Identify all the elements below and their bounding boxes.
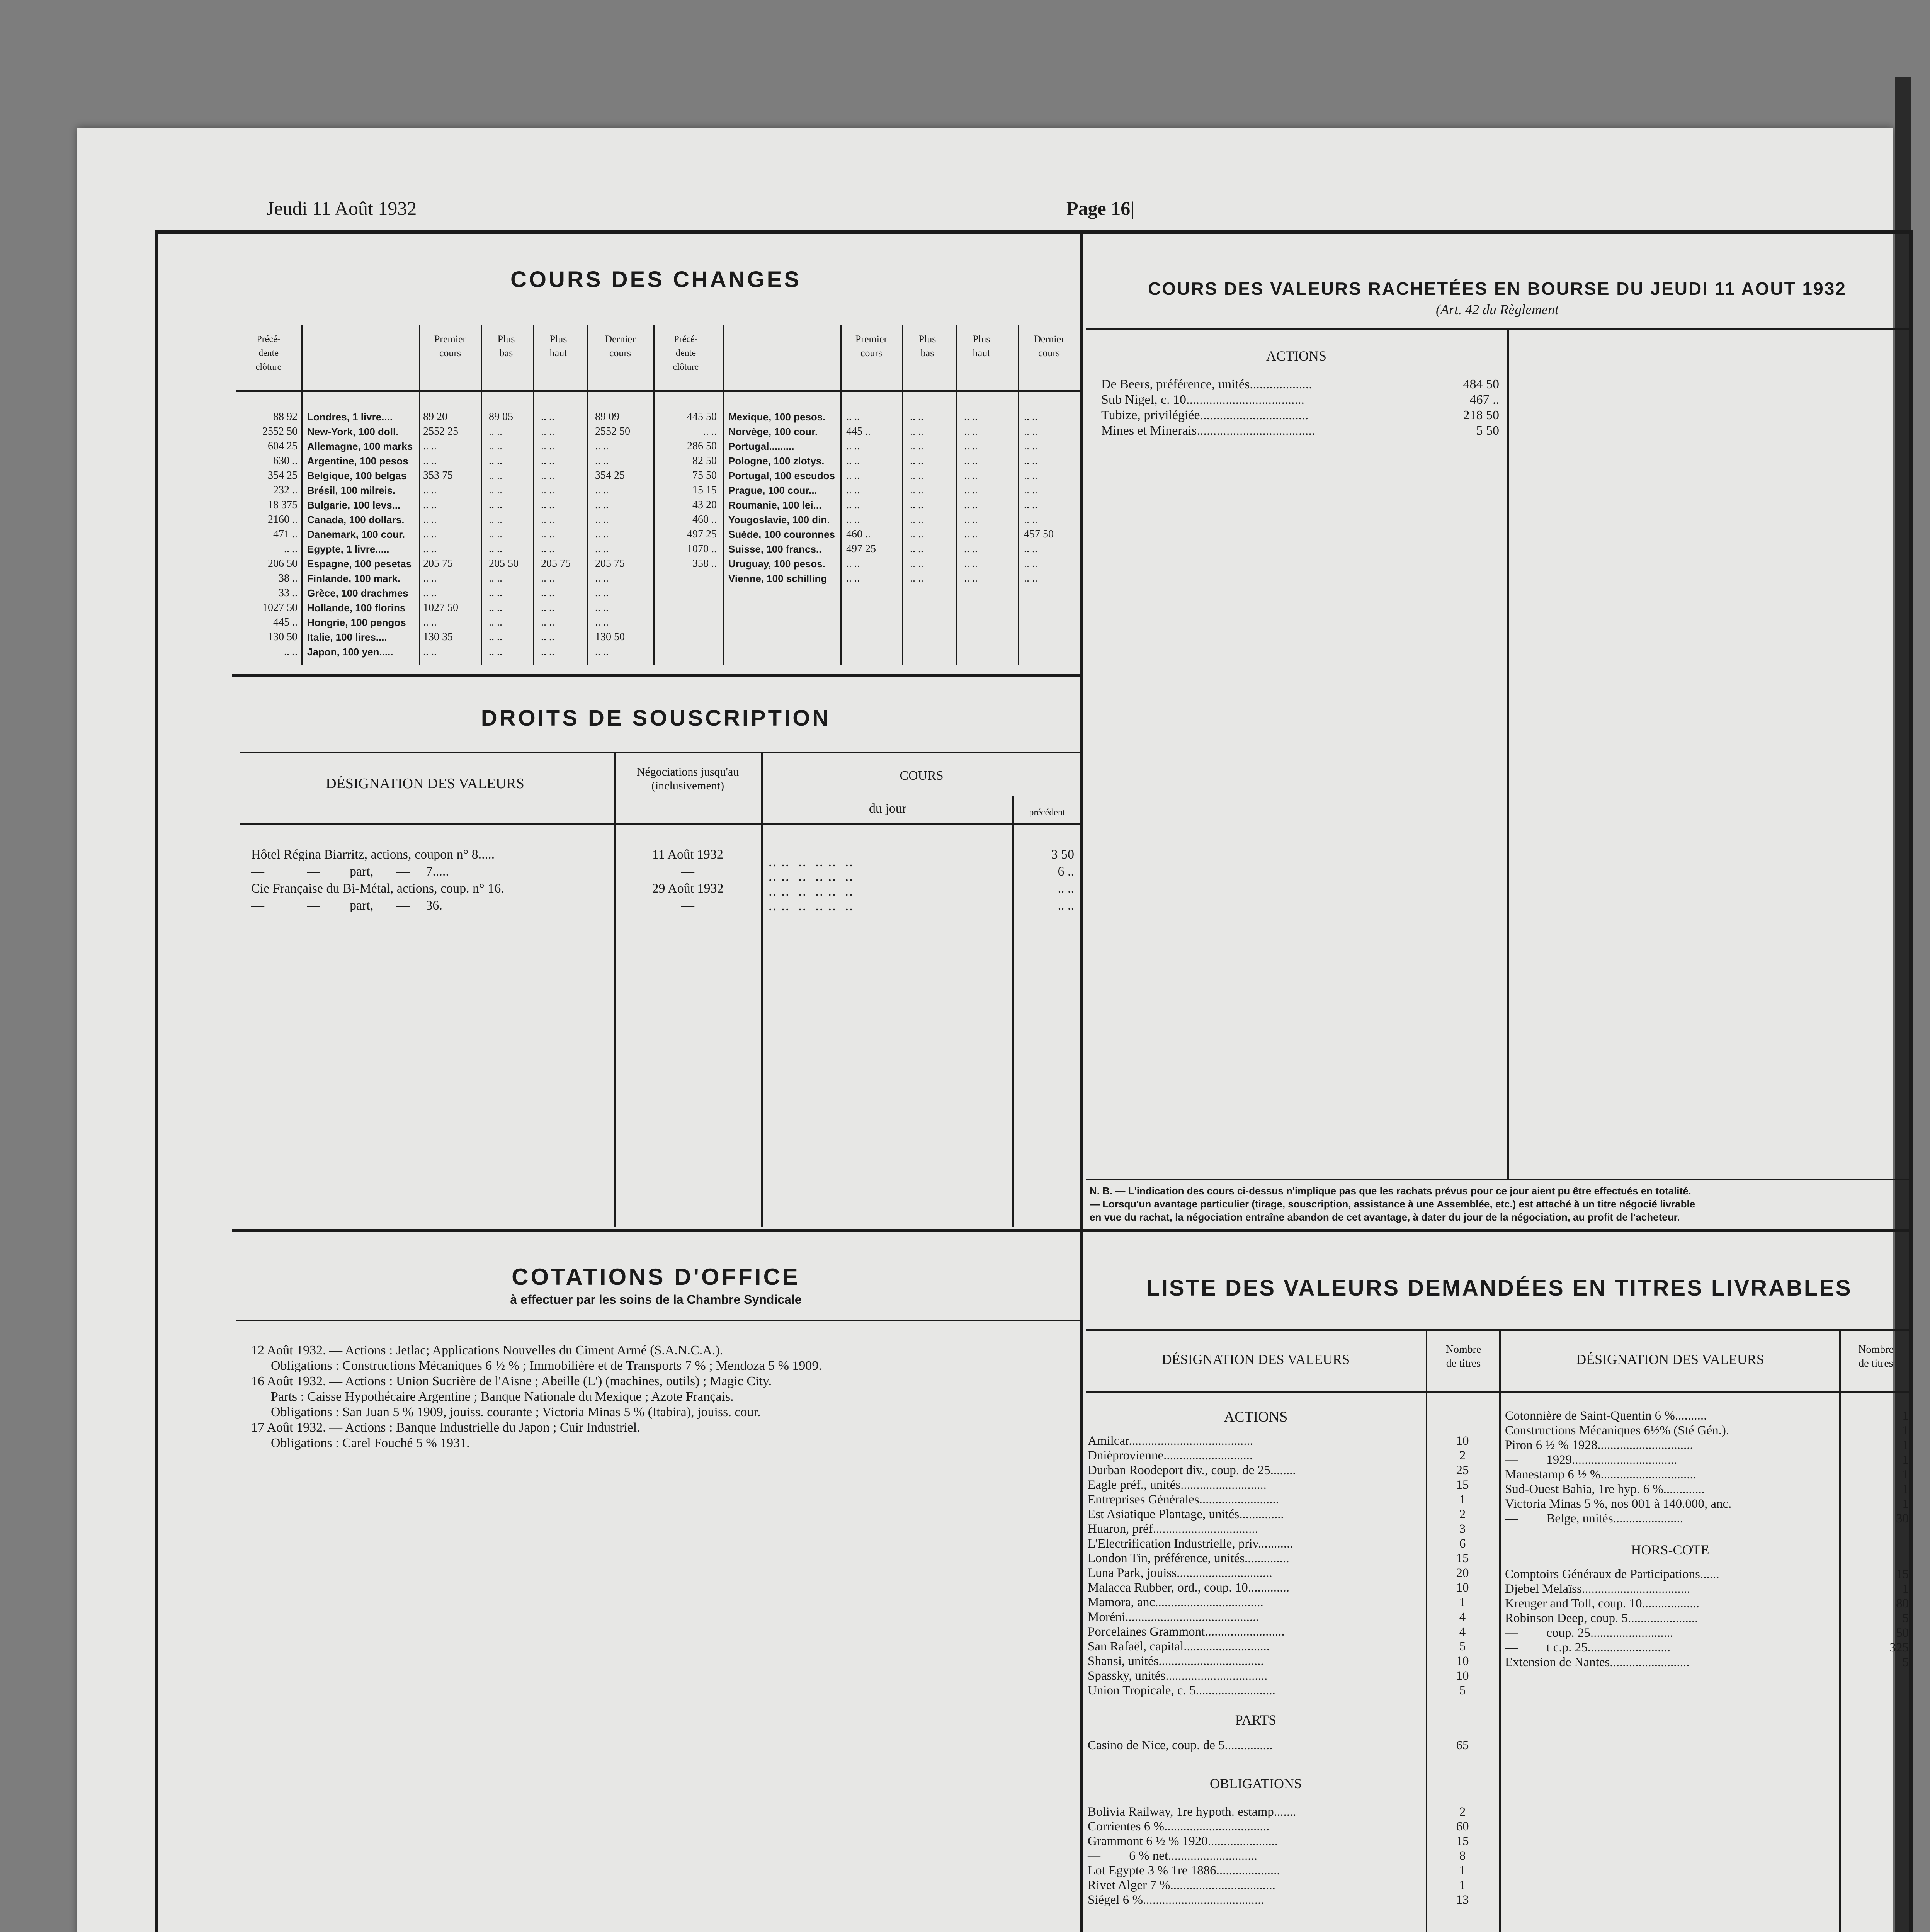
rachetees-names: De Beers, préférence, unités................... Sub Nigel, c. 10.................................... Tubize, privilégiée................................. Mines et Minerais.................................... xyxy=(1101,377,1315,438)
changes-right-plus-haut: .. .. .. .. .. .. .. .. .. .. .. .. .. .. .. .. .. .. .. .. .. .. .. .. xyxy=(964,411,978,584)
changes-left-plus-bas: 89 05 .. .. .. .. .. .. .. .. .. .. .. .. .. .. .. .. .. .. 205 50 .. .. .. .. .. .. .. .. .. .. .. .. xyxy=(489,411,519,658)
rule xyxy=(902,325,903,665)
divider-vertical-mid xyxy=(1080,1229,1083,1932)
changes-left-plus-haut: .. .. .. .. .. .. .. .. .. .. .. .. .. .. .. .. .. .. .. .. 205 75 .. .. .. .. .. .. .. .. .. .. .. .. xyxy=(541,411,571,658)
divider-horizontal-1 xyxy=(232,1229,1913,1232)
livrables-left-oblig: Bolivia Railway, 1re hypoth. estamp....... Corrientes 6 %................................. Grammont 6 ½ % 1920...................... — 6 % net............................ Lot Egypte 3 % 1re 1886.................... Rivet Alger 7 %................................. Siégel 6 %...................................... xyxy=(1088,1805,1296,1907)
changes-left-dernier: 89 09 2552 50 .. .. .. .. 354 25 .. .. .. .. .. .. .. .. .. .. 205 75 .. .. .. .. .. .. .. .. 130 50 .. .. xyxy=(595,411,630,658)
office-text: 12 Août 1932. — Actions : Jetlac; Applications Nouvelles du Ciment Armé (S.A.N.C.A.). Obligations : Constructions Mécaniques 6 ½ % ; Immobilière et de Transports 7 % ; Mendoza 5 % 1909. 16 Août 1932. — Actions : Union Sucrière de l'Aisne ; Abeille (L') (machines, outils) ; Magic City. Parts : Caisse Hypothécaire Argentine ; Banque Nationale du Mexique ; Azote Français. Obligations : San Juan 5 % 1909, jouiss. courante ; Victoria Minas 5 % (Itabira), jouiss. cour. 17 Août 1932. — Actions : Banque Industrielle du Japon ; Cuir Industriel. Obligations : Carel Fouché 5 % 1931. xyxy=(251,1343,822,1450)
changes-col-prec-right: Précé- dente clôture xyxy=(673,334,699,372)
rule xyxy=(1499,1329,1501,1932)
rule xyxy=(481,325,482,665)
livrables-oblig-label: OBLIGATIONS xyxy=(1210,1776,1302,1791)
souscription-col-cours: COURS xyxy=(900,769,944,783)
divider-changes xyxy=(232,674,1080,677)
changes-right-names: Mexique, 100 pesos. Norvège, 100 cour. Portugal......... Pologne, 100 zlotys. Portugal, 100 escudos Prague, 100 cour... Roumanie, 100 lei... Yougoslavie, 100 din. Suède, 100 couronnes Suisse, 100 francs.. Uruguay, 100 pesos. Vienne, 100 schilling xyxy=(728,411,835,584)
rule xyxy=(723,325,724,665)
souscription-precedent: 3 50 6 .. .. .. .. .. xyxy=(1051,847,1074,913)
changes-col-dernier-left: Dernier cours xyxy=(605,333,636,359)
rule xyxy=(587,325,588,665)
livrables-right-hors: Comptoirs Généraux de Participations...... Djebel Melaïss.................................. Kreuger and Toll, coup. 10.................. Robinson Deep, coup. 5...................... — coup. 25.......................... — t c.p. 25.......................... Extension de Nantes......................... xyxy=(1505,1567,1719,1669)
livrables-right-hors-nb: 15 1 80 5 50 325 5 xyxy=(1889,1567,1909,1669)
rule xyxy=(533,325,534,665)
livrables-col-designation-right: DÉSIGNATION DES VALEURS xyxy=(1576,1352,1764,1367)
changes-title: COURS DES CHANGES xyxy=(510,267,801,292)
souscription-col-precedent: précédent xyxy=(1029,808,1065,818)
office-title: COTATIONS D'OFFICE xyxy=(512,1264,800,1290)
livrables-right-actions: Cotonnière de Saint-Quentin 6 %.......... Constructions Mécaniques 6½% (Sté Gén.). Piron 6 ½ % 1928.............................. — 1929................................. Manestamp 6 ½ %.............................. Sud-Ouest Bahia, 1re hyp. 6 %............. Victoria Minas 5 %, nos 001 à 140.000, anc. — Belge, unités...................... xyxy=(1505,1409,1732,1526)
rule xyxy=(1507,328,1509,1179)
changes-left-names: Londres, 1 livre.... New-York, 100 doll. Allemagne, 100 marks Argentine, 100 pesos Belgique, 100 belgas Brésil, 100 milreis. Bulgarie, 100 levs... Canada, 100 dollars. Danemark, 100 cour. Egypte, 1 livre..... Espagne, 100 pesetas Finlande, 100 mark. Grèce, 100 drachmes Hollande, 100 florins Hongrie, 100 pengos Italie, 100 lires.... Japon, 100 yen..... xyxy=(307,411,413,658)
livrables-left-actions: Amilcar....................................... Dnièprovienne............................ Durban Roodeport div., coup. de 25........ Eagle préf., unités........................... Entreprises Générales......................... Est Asiatique Plantage, unités.............. Huaron, préf................................. L'Electrification Industrielle, priv........... London Tin, préférence, unités.............. Luna Park, jouiss.............................. Malacca Rubber, ord., coup. 10............. Mamora, anc.................................. Moréni.......................................... Porcelaines Grammont......................... San Rafaël, capital........................... Shansi, unités................................. Spassky, unités................................ Union Tropicale, c. 5......................... xyxy=(1088,1434,1296,1697)
changes-col-plus-haut-left: Plus haut xyxy=(549,333,567,359)
rule xyxy=(1839,1329,1841,1932)
rachetees-values: 484 50 467 .. 218 50 5 50 xyxy=(1463,377,1499,438)
livrables-actions-label: ACTIONS xyxy=(1224,1409,1288,1425)
livrables-col-designation-left: DÉSIGNATION DES VALEURS xyxy=(1161,1352,1350,1367)
souscription-dates: 11 Août 1932 — 29 Août 1932 — xyxy=(652,847,724,913)
rule xyxy=(419,325,420,665)
changes-col-dernier-right: Dernier cours xyxy=(1034,333,1064,359)
rule xyxy=(1012,796,1014,1227)
livrables-right-actions-nb: 1 1 1 1 1 1 1 30 xyxy=(1896,1409,1909,1526)
changes-right-premier: .. .. 445 .. .. .. .. .. .. .. .. .. .. .. .. .. 460 .. 497 25 .. .. .. .. xyxy=(846,411,876,584)
rachetees-section: ACTIONS xyxy=(1266,348,1326,364)
livrables-col-nombre-left: Nombre de titres xyxy=(1445,1344,1481,1369)
souscription-names: Hôtel Régina Biarritz, actions, coupon n° 8..... — — part, — 7..... Cie Française du Bi-Métal, actions, coup. n° 16. — — part, — 36. xyxy=(251,847,504,913)
changes-left-premier: 89 20 2552 25 .. .. .. .. 353 75 .. .. .. .. .. .. .. .. .. .. 205 75 .. .. .. .. 1027 50 .. .. 130 35 .. .. xyxy=(423,411,458,658)
souscription-col-negociations: Négociations jusqu'au (inclusivement) xyxy=(636,765,739,792)
changes-header-rule xyxy=(236,390,1080,392)
changes-right-prec: 445 50 .. .. 286 50 82 50 75 50 15 15 43 20 460 .. 497 25 1070 .. 358 .. xyxy=(687,411,717,570)
changes-col-premier-right: Premier cours xyxy=(855,333,888,359)
livrables-parts-label: PARTS xyxy=(1235,1712,1277,1728)
rule xyxy=(956,325,957,665)
livrables-left-oblig-nb: 2 60 15 8 1 1 13 xyxy=(1456,1805,1469,1907)
rule xyxy=(1086,1179,1913,1180)
rule xyxy=(1018,325,1019,665)
livrables-left-actions-nb: 10 2 25 15 1 2 3 6 15 20 10 1 4 4 5 10 10 5 xyxy=(1456,1434,1469,1697)
rule xyxy=(614,752,616,1227)
rule xyxy=(1426,1329,1427,1932)
rule xyxy=(840,325,842,665)
divider-vertical-top xyxy=(1080,232,1083,1229)
souscription-col-designation: DÉSIGNATION DES VALEURS xyxy=(326,776,524,792)
rachetees-nb: N. B. — L'indication des cours ci-dessus n'implique pas que les rachats prévus pour ce jour aient pu être effectués en totalité. — Lorsqu'un avantage particulier (tirage, souscription, assistance à une Assemblée, etc.) est attaché à un titre négocié livrable en vue du rachat, la négociation entraîne abandon de cet avantage, à dater du jour de la négociation, au profit de l'acheteur. xyxy=(1090,1185,1695,1223)
souscription-title: DROITS DE SOUSCRIPTION xyxy=(481,706,831,731)
changes-col-plus-bas-left: Plus bas xyxy=(497,333,515,359)
rule xyxy=(653,325,655,665)
livrables-col-nombre-right: Nombre de titres xyxy=(1858,1344,1894,1369)
rule xyxy=(761,752,763,1227)
changes-left-prec: 88 92 2552 50 604 25 630 .. 354 25 232 .. 18 375 2160 .. 471 .. .. .. 206 50 38 .. 33 .. 1027 50 445 .. 130 50 .. .. xyxy=(262,411,298,658)
rachetees-title: COURS DES VALEURS RACHETÉES EN BOURSE DU JEUDI 11 AOUT 1932 xyxy=(1148,279,1847,299)
livrables-hors-label: HORS-COTE xyxy=(1631,1542,1709,1558)
changes-right-dernier: .. .. .. .. .. .. .. .. .. .. .. .. .. .. .. .. 457 50 .. .. .. .. .. .. xyxy=(1024,411,1054,584)
rule xyxy=(1086,328,1913,330)
livrables-left-parts-nb: 65 xyxy=(1456,1738,1469,1752)
header-date: Jeudi 11 Août 1932 xyxy=(267,197,417,219)
rule xyxy=(240,752,1080,753)
office-subtitle: à effectuer par les soins de la Chambre Syndicale xyxy=(510,1293,802,1306)
changes-col-plus-haut-right: Plus haut xyxy=(973,333,990,359)
header-page: Page 16| xyxy=(1066,197,1135,219)
rule xyxy=(236,1320,1080,1321)
rule xyxy=(301,325,303,665)
livrables-title: LISTE DES VALEURS DEMANDÉES EN TITRES LIVRABLES xyxy=(1146,1276,1852,1301)
changes-col-plus-bas-right: Plus bas xyxy=(918,333,936,359)
souscription-col-du-jour: du jour xyxy=(869,801,907,816)
changes-right-plus-bas: .. .. .. .. .. .. .. .. .. .. .. .. .. .. .. .. .. .. .. .. .. .. .. .. xyxy=(910,411,923,584)
rachetees-subtitle: (Art. 42 du Règlement xyxy=(1436,302,1559,317)
changes-col-premier-left: Premier cours xyxy=(434,333,466,359)
changes-col-prec-left: Précé- dente clôture xyxy=(255,334,282,372)
souscription-jour: .. .. .. .. .. .. .. .. .. .. .. .. .. .. .. .. .. .. .. .. .. .. .. .. xyxy=(769,857,854,913)
livrables-left-parts: Casino de Nice, coup. de 5............... xyxy=(1088,1738,1273,1752)
rule xyxy=(240,823,1080,825)
